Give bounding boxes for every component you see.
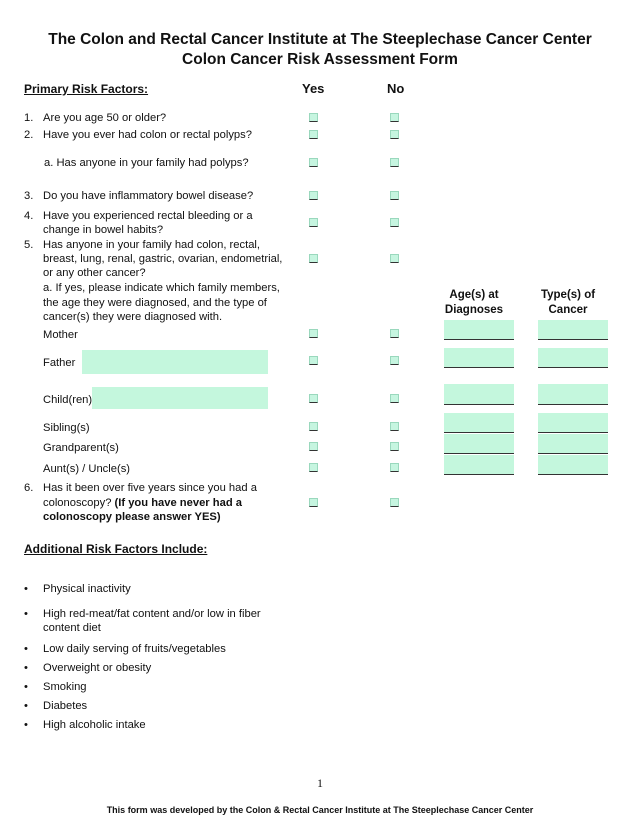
mother-cancer-type-field[interactable]: [538, 320, 608, 340]
primary-risk-heading: Primary Risk Factors:: [24, 82, 149, 96]
question-6-line3: colonoscopy please answer YES): [43, 511, 221, 523]
grandparents-yes-checkbox[interactable]: [309, 442, 318, 451]
q6-yes-checkbox[interactable]: [309, 498, 318, 507]
aunts-uncles-cancer-type-field[interactable]: [538, 455, 608, 475]
q2a-no-checkbox[interactable]: [390, 158, 399, 167]
family-mother-label: Mother: [43, 329, 78, 341]
grandparents-age-field[interactable]: [444, 434, 514, 454]
mother-no-checkbox[interactable]: [390, 329, 399, 338]
yes-column-header: Yes: [302, 81, 325, 96]
q3-no-checkbox[interactable]: [390, 191, 399, 200]
question-2a: a. Has anyone in your family had polyps?: [44, 157, 249, 169]
page-number: 1: [317, 776, 323, 790]
question-5a-line1: a. If yes, please indicate which family members,: [43, 282, 280, 294]
siblings-no-checkbox[interactable]: [390, 422, 399, 431]
siblings-age-field[interactable]: [444, 413, 514, 433]
form-institute-title: The Colon and Rectal Cancer Institute at The Steeplechase Cancer Center: [48, 31, 592, 48]
age-at-diagnoses-header: Age(s) at Diagnoses: [444, 289, 504, 316]
grandparents-no-checkbox[interactable]: [390, 442, 399, 451]
family-grandparents-label: Grandparent(s): [43, 442, 119, 454]
q6-no-checkbox[interactable]: [390, 498, 399, 507]
question-5-line3: or any other cancer?: [43, 267, 146, 279]
list-item-continuation: content diet: [43, 622, 101, 634]
children-age-field[interactable]: [444, 384, 514, 405]
mother-age-field[interactable]: [444, 320, 514, 340]
aunts-uncles-no-checkbox[interactable]: [390, 463, 399, 472]
q2-yes-checkbox[interactable]: [309, 130, 318, 139]
children-cancer-type-field[interactable]: [538, 384, 608, 405]
question-5a-line3: cancer(s) they were diagnosed with.: [43, 311, 223, 323]
question-5-line2: breast, lung, renal, gastric, ovarian, endometrial,: [43, 253, 283, 265]
family-father-label: Father: [43, 357, 76, 369]
children-yes-checkbox[interactable]: [309, 394, 318, 403]
q2a-yes-checkbox[interactable]: [309, 158, 318, 167]
q1-yes-checkbox[interactable]: [309, 113, 318, 122]
family-children-label: Child(ren): [43, 394, 93, 406]
children-no-checkbox[interactable]: [390, 394, 399, 403]
form-title: Colon Cancer Risk Assessment Form: [182, 51, 458, 68]
aunts-uncles-age-field[interactable]: [444, 455, 514, 475]
question-6-line2: colonoscopy? (If you have never had a: [43, 497, 242, 509]
no-column-header: No: [387, 81, 405, 96]
q4-no-checkbox[interactable]: [390, 218, 399, 227]
grandparents-cancer-type-field[interactable]: [538, 434, 608, 454]
siblings-yes-checkbox[interactable]: [309, 422, 318, 431]
type-of-cancer-header: Type(s) of Cancer: [540, 289, 596, 316]
family-siblings-label: Sibling(s): [43, 422, 90, 434]
question-5a-line2: the age they were diagnosed, and the type of: [43, 297, 267, 309]
children-name-field[interactable]: [92, 387, 268, 409]
q1-no-checkbox[interactable]: [390, 113, 399, 122]
q5-no-checkbox[interactable]: [390, 254, 399, 263]
additional-risk-heading: Additional Risk Factors Include:: [24, 542, 208, 556]
father-name-field[interactable]: [82, 350, 268, 374]
question-4-line2: change in bowel habits?: [43, 224, 164, 236]
father-cancer-type-field[interactable]: [538, 348, 608, 368]
q4-yes-checkbox[interactable]: [309, 218, 318, 227]
siblings-cancer-type-field[interactable]: [538, 413, 608, 433]
q3-yes-checkbox[interactable]: [309, 191, 318, 200]
footer-note: This form was developed by the Colon & Rectal Cancer Institute at The Steeplechase Cancer Center: [106, 805, 534, 815]
father-yes-checkbox[interactable]: [309, 356, 318, 365]
family-aunts-uncles-label: Aunt(s) / Uncle(s): [43, 463, 131, 475]
q5-yes-checkbox[interactable]: [309, 254, 318, 263]
aunts-uncles-yes-checkbox[interactable]: [309, 463, 318, 472]
mother-yes-checkbox[interactable]: [309, 329, 318, 338]
father-no-checkbox[interactable]: [390, 356, 399, 365]
q2-no-checkbox[interactable]: [390, 130, 399, 139]
father-age-field[interactable]: [444, 348, 514, 368]
